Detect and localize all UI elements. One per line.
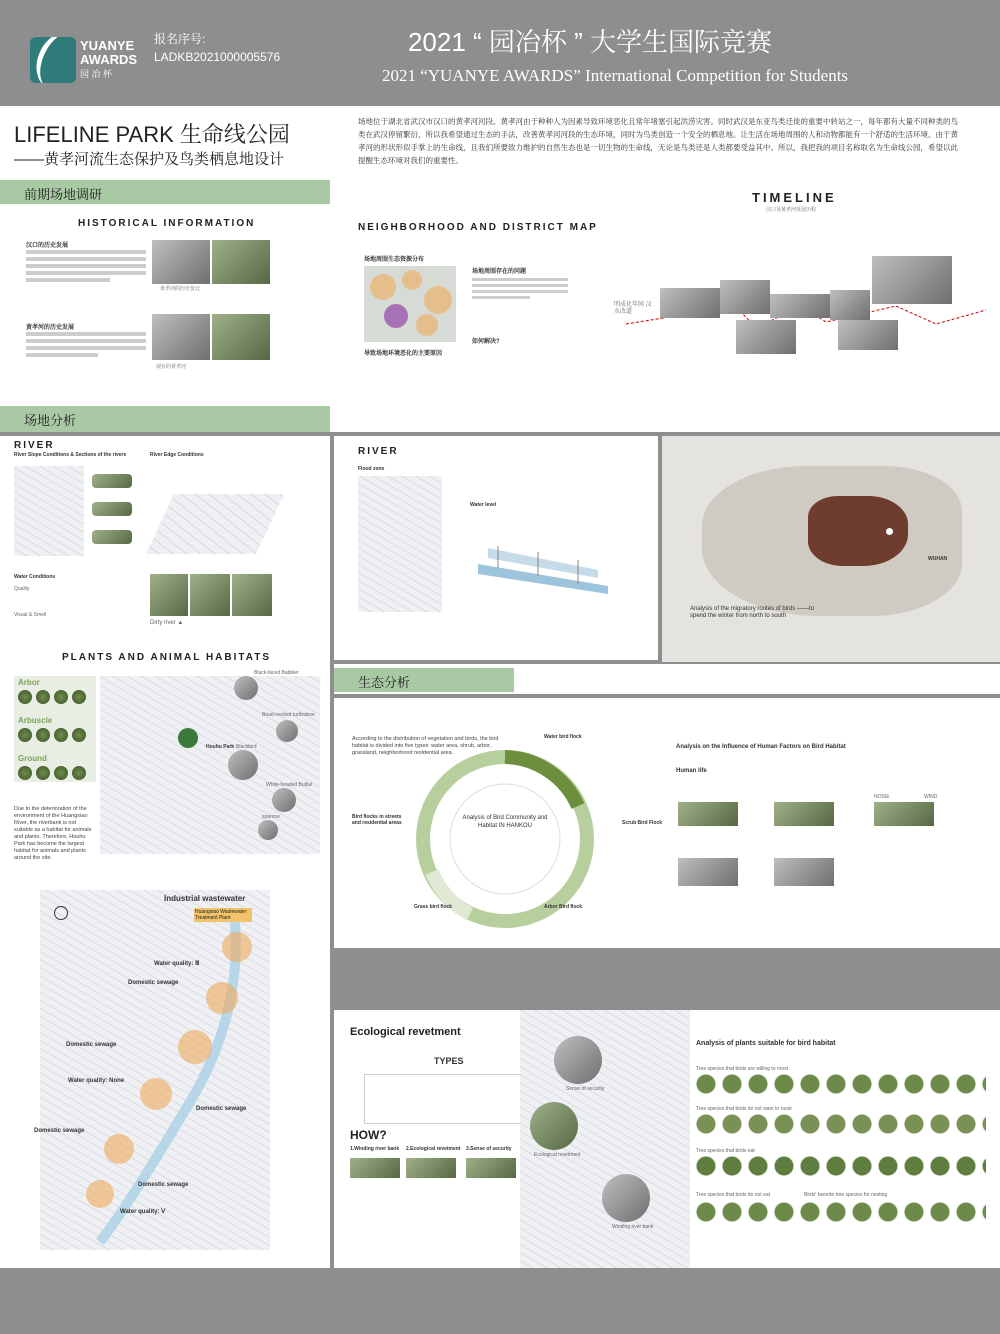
ecology-panel <box>334 698 1000 948</box>
how-step-2: 2.Ecological revetment <box>406 1146 461 1152</box>
migration-map <box>662 436 1000 662</box>
yuanye-logo <box>30 36 145 84</box>
visual-label: Visual & Smell <box>14 612 47 618</box>
pollution-label-8: Water quality: Ⅴ <box>120 1209 166 1215</box>
wind-label: WIND <box>924 794 938 800</box>
eco-resource-map <box>364 266 456 342</box>
timeline-sub: 汉口及黄孝河发展历程 <box>766 207 817 213</box>
timeline-heading: TIMELINE <box>752 190 837 205</box>
how-img-3 <box>466 1158 516 1178</box>
bird-photo-2 <box>276 720 298 742</box>
survey-panel <box>0 180 1000 406</box>
river-photo-1 <box>150 574 188 616</box>
plants-row-1: Tree species that birds are willing to roost <box>696 1066 789 1072</box>
how-step-1: 1.Winding river bank <box>350 1146 400 1152</box>
logo-mark-icon <box>30 37 76 83</box>
caption-winding: Winding river bank <box>612 1224 654 1230</box>
neighborhood-text-2 <box>472 278 568 299</box>
china-shape <box>808 496 908 566</box>
how-img-1 <box>350 1158 400 1178</box>
river-flood-panel <box>334 436 658 660</box>
river-panel <box>0 436 330 640</box>
competition-title-zh: 2021 “ 园冶杯 ” 大学生国际竞赛 <box>407 27 773 57</box>
section-model-1 <box>92 474 132 488</box>
river-slope-label: River Slope Conditions & Sections of the rivers <box>14 452 127 458</box>
houhu-park-label: Houhu Park <box>206 744 235 750</box>
timeline-photo-4 <box>736 320 796 354</box>
vegetation-grid <box>14 676 96 782</box>
plant-dots-row-3 <box>696 1156 986 1184</box>
plants-row-4: Tree species that birds do not eat <box>696 1192 771 1198</box>
pollution-spot-1 <box>222 932 252 962</box>
river-heading: RIVER <box>14 440 55 451</box>
how-step-3: 3.Sense of security <box>466 1146 512 1152</box>
competition-title-en: 2021 “YUANYE AWARDS” International Competition for Students <box>381 66 849 85</box>
pollution-label-1: Water quality: Ⅲ <box>154 961 200 967</box>
how-label: HOW? <box>350 1128 387 1142</box>
historical-heading: HISTORICAL INFORMATION <box>78 218 256 229</box>
habitat-heading: PLANTS AND ANIMAL HABITATS <box>62 652 272 663</box>
bird-photo-4 <box>272 788 296 812</box>
historical-text-2 <box>26 332 146 372</box>
grass-flock-label: Grass bird flock <box>414 904 453 910</box>
human-factor-img-4 <box>678 858 738 886</box>
pollution-label-3: Domestic sewage <box>66 1042 117 1048</box>
neighborhood-sub-1: 场地周围生态资源分布 <box>364 257 425 263</box>
water-conditions-label: Water Conditions <box>14 574 56 580</box>
flood-zone-label: Flood zone <box>358 466 385 472</box>
timeline-photo-5 <box>830 290 870 320</box>
timeline-photo-1 <box>660 288 720 318</box>
plant-dots-row-2 <box>696 1114 986 1142</box>
habitat-note: Due to the deterioration of the environment of the Huangxiao River, the riverbank is not suitable as a habitat for animals and plants. Therefore, Houhu Park has become the largest habitat for animals and plants around the site. <box>14 806 92 861</box>
plant-dots-row-1 <box>696 1074 986 1102</box>
pollution-label-2: Domestic sewage <box>128 980 179 986</box>
how-img-2 <box>406 1158 456 1178</box>
timeline-photo-6 <box>872 256 952 304</box>
wuhan-label: WUHAN <box>928 556 948 562</box>
timeline-photo-2 <box>720 280 770 314</box>
logo-text-1: YUANYE <box>80 38 135 53</box>
pollution-spot-4 <box>140 1078 172 1110</box>
plants-row-2: Tree species that birds do not want to roost <box>696 1106 792 1112</box>
bird-name-1: Black-faced Babbler <box>254 670 299 676</box>
ecology-intro: According to the distribution of vegetation and birds, the bird habitat is divided into five types: water area, shrub, arbor, grassland, neighborhood residential area. <box>352 736 499 756</box>
pollution-spot-6 <box>86 1180 114 1208</box>
timeline-photo-3 <box>770 294 830 318</box>
security-photo <box>554 1036 602 1084</box>
historic-photo-2 <box>212 240 270 284</box>
bird-name-2: Bead-necked turtledove <box>262 712 315 718</box>
historic-caption: 黄孝河的历史变迁 <box>160 286 201 292</box>
water-level-label: Water level <box>470 502 497 508</box>
section-model-3 <box>92 530 132 544</box>
neighborhood-sub-4: 导致场地环境恶化的主要原因 <box>364 351 443 357</box>
human-factor-img-3 <box>874 802 934 826</box>
wheel-center-label: Analysis of Bird Community and Habitat IN HANKOU <box>462 815 548 829</box>
present-caption: 现在的黄孝河 <box>156 364 187 370</box>
neighborhood-heading: NEIGHBORHOOD AND DISTRICT MAP <box>358 222 598 233</box>
historical-sub-1: 汉口的历史发展 <box>26 243 69 249</box>
logo-text-zh: 园 冶 杯 <box>80 69 113 79</box>
human-factor-img-1 <box>678 802 738 826</box>
neighborhood-sub-2: 场地周围存在的问题 <box>472 269 527 275</box>
plant-dots-row-4 <box>696 1202 986 1230</box>
pollution-panel <box>0 862 330 1268</box>
plants-row-3: Tree species that birds eat <box>696 1148 755 1154</box>
human-factor-img-2 <box>774 802 834 826</box>
winding-photo <box>602 1174 650 1222</box>
pollution-spot-3 <box>178 1030 212 1064</box>
ground-label: Ground <box>18 754 47 763</box>
bird-photo-5 <box>258 820 278 840</box>
types-diagram <box>364 1074 534 1124</box>
pollution-label-4: Water quality: None <box>68 1078 125 1084</box>
river-edge-label: River Edge Conditions <box>150 452 204 458</box>
habitat-panel <box>0 640 330 862</box>
plants-title: Analysis of plants suitable for bird habitat <box>696 1040 836 1047</box>
project-intro: 场地位于湖北省武汉市汉口的黄孝河河段。黄孝河由于种种人为因素导致环境恶化且常年堵塞引起洪涝灾害。同时武汉是东亚鸟类迁徙的重要中转站之一，每年都有大量不同种类的鸟类在武汉停留繁衍，所以我希望通过生态的手法，改善黄孝河河段的生态环境，同时为鸟类创造一个安全的栖息地。让生活在场地周围的人和动物都能有一个舒适的生活环境。由于黄孝河的形状形似手掌上的生命线，且我们所要致力维护的自然生态也是一切生物的生命线，无论是鸟类还是人类都要受益其中。所以，我把我的项目名称取名为生命线公园，希望以此提醒生态环境对我们的重要性。 <box>358 117 958 165</box>
arbor-label: Arbor <box>18 678 40 687</box>
project-title: LIFELINE PARK 生命线公园 <box>14 122 290 147</box>
human-life-label: Human life <box>676 768 707 774</box>
human-factor-img-5 <box>774 858 834 886</box>
registration-number: LADKB2021000005576 <box>154 50 281 64</box>
pollution-spot-2 <box>206 982 238 1014</box>
revetment-photo <box>530 1102 578 1150</box>
section-heading-survey: 前期场地调研 <box>0 180 330 204</box>
timeline-start: 明成化年间 汉水改道 <box>614 302 652 315</box>
pollution-spot-5 <box>104 1134 134 1164</box>
migration-caption: Analysis of the migratory routes of birds ——to spend the winter from north to south <box>690 606 815 619</box>
types-label: TYPES <box>434 1056 464 1066</box>
arbuscle-label: Arbuscle <box>18 716 53 725</box>
houhu-park-marker <box>178 728 198 748</box>
section-heading-ecology: 生态分析 <box>334 668 514 692</box>
pollution-label-5: Domestic sewage <box>196 1106 247 1112</box>
industrial-label: Industrial wastewater <box>164 894 246 903</box>
water-flock-label: Water bird flock <box>544 734 582 740</box>
revetment-title: Ecological revetment <box>350 1026 461 1038</box>
scrub-flock-label: Scrub Bird Flock <box>622 820 663 826</box>
water-level-diagram <box>468 534 618 606</box>
historic-photo-4 <box>212 314 270 360</box>
section-heading-site: 场地分析 <box>0 406 330 432</box>
noise-label: NOISE <box>874 794 890 800</box>
historical-text-1 <box>26 250 146 310</box>
dirty-river-caption: Dirty river ▲ <box>150 620 184 626</box>
registration <box>154 30 280 66</box>
human-factors-title: Analysis on the Influence of Human Factors on Bird Habitat <box>676 744 846 750</box>
river-photo-3 <box>232 574 272 616</box>
flood-map <box>358 476 442 612</box>
registration-label: 报名序号: <box>154 32 206 46</box>
arbor-flock-label: Arbor Bird flock <box>544 904 583 910</box>
bird-photo-1 <box>234 676 258 700</box>
pollution-label-7: Domestic sewage <box>138 1182 189 1188</box>
caption-revetment: Ecological revetment <box>534 1152 581 1158</box>
river-heading-2: RIVER <box>358 446 399 457</box>
bird-name-4: White-headed Bulbul <box>266 782 313 788</box>
revetment-panel <box>334 1010 1000 1268</box>
timeline-photo-7 <box>838 320 898 350</box>
header-band <box>0 0 1000 106</box>
historical-sub-2: 黄孝河的历史发展 <box>26 325 75 331</box>
project-subtitle: ——黄孝河流生态保护及鸟类栖息地设计 <box>14 151 285 168</box>
plants-row-5: Birds' favorite tree species for nesting <box>804 1192 888 1198</box>
river-slope-map <box>14 466 84 556</box>
pollution-label-6: Domestic sewage <box>34 1128 85 1134</box>
historic-photo-3 <box>152 314 210 360</box>
wuhan-marker <box>886 528 893 535</box>
neighborhood-sub-3: 如何解决? <box>472 339 500 345</box>
treatment-plant-label: Huangxiao Wastewater Treatment Plant <box>194 908 252 922</box>
bird-name-5: sparrow <box>262 814 280 820</box>
houhu-map <box>100 676 320 854</box>
section2-band <box>0 406 1000 432</box>
street-flock-label: Bird flocks in streets and residential areas <box>352 814 402 826</box>
north-arrow-icon <box>54 906 68 920</box>
historic-photo-1 <box>152 240 210 284</box>
bird-photo-3 <box>228 750 258 780</box>
river-edge-axon <box>146 494 284 554</box>
bird-name-3: Blackbird <box>236 744 257 750</box>
project-header <box>0 106 1000 180</box>
section-model-2 <box>92 502 132 516</box>
section3-band <box>334 664 1000 694</box>
quality-label: Quality <box>14 586 30 592</box>
logo-text-2: AWARDS <box>80 52 138 67</box>
caption-security: Sense of security <box>566 1086 605 1092</box>
river-photo-2 <box>190 574 230 616</box>
